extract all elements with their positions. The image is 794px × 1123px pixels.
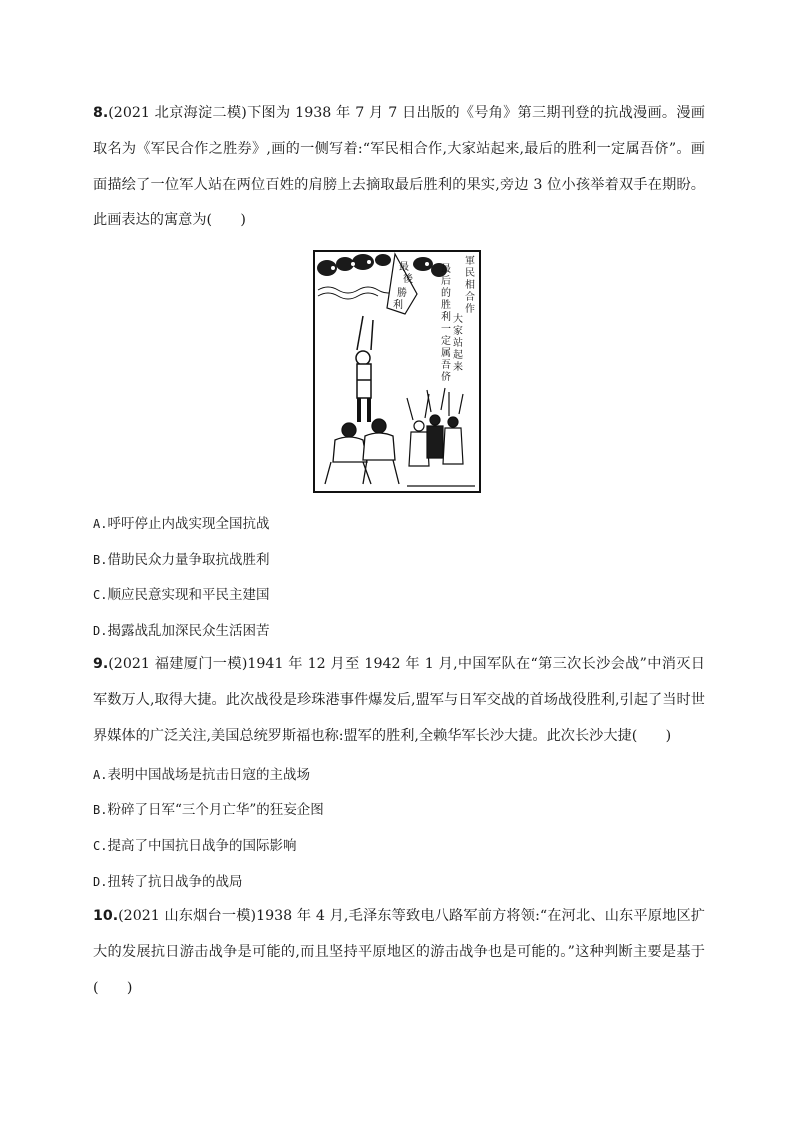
option-text: 呼吁停止内战实现全国抗战 (107, 516, 270, 532)
svg-text:定: 定 (441, 336, 451, 347)
question-9-stem (93, 647, 705, 754)
q9-option-b[interactable] (93, 800, 324, 820)
option-letter: A. (93, 768, 108, 782)
option-text: 揭露战乱加深民众生活困苦 (107, 623, 270, 639)
option-text: 借助民众力量争取抗战胜利 (107, 552, 270, 568)
q9-option-a[interactable] (93, 765, 310, 785)
option-text: 扭转了抗日战争的战局 (107, 874, 243, 890)
question-number: 8. (93, 105, 109, 121)
question-text: (2021 福建厦门一模)1941 年 12 月至 1942 年 1 月,中国军队在“第三次长沙会战”中消灭日军数万人,取得大捷。此次战役是珍珠港事件爆发后,盟军与日军交战的首场战役胜利,引起了当时世界媒体的广泛关注,美国总统罗斯福也称:盟军的胜利,全赖华军长沙大捷。此次长沙大捷( ) (93, 656, 705, 744)
option-letter: B. (93, 553, 108, 567)
question-8 (93, 96, 705, 239)
option-letter: D. (93, 624, 108, 638)
svg-text:勝: 勝 (397, 288, 407, 299)
q9-option-d[interactable] (93, 872, 242, 892)
svg-text:作: 作 (465, 304, 475, 315)
option-letter: C. (93, 839, 108, 853)
question-text: (2021 山东烟台一模)1938 年 4 月,毛泽东等致电八路军前方将领:“在河北、山东平原地区扩大的发展抗日游击战争是可能的,而且坚持平原地区的游击战争也是可能的。”这种判断主要是基于( ) (93, 908, 705, 996)
svg-text:民: 民 (465, 268, 475, 279)
question-8-stem (93, 96, 705, 239)
option-text: 提高了中国抗日战争的国际影响 (107, 838, 297, 854)
svg-text:大: 大 (453, 314, 463, 325)
question-text: (2021 北京海淀二模)下图为 1938 年 7 月 7 日出版的《号角》第三期刊登的抗战漫画。漫画取名为《军民合作之胜券》,画的一侧写着:“军民相合作,大家站起来,最后的胜利一定属吾侪”。画面描绘了一位军人站在两位百姓的肩膀上去摘取最后胜利的果实,旁边 3 位小孩举着双手在期盼。此画表达的寓意为( ) (93, 105, 705, 229)
option-letter: B. (93, 803, 108, 817)
q8-option-b[interactable] (93, 550, 269, 570)
svg-text:来: 来 (453, 362, 463, 373)
q8-option-d[interactable] (93, 621, 269, 641)
svg-text:後: 後 (403, 274, 413, 285)
svg-text:起: 起 (453, 350, 463, 361)
option-text: 顺应民意实现和平民主建国 (107, 587, 270, 603)
q8-option-c[interactable] (93, 585, 269, 605)
option-letter: D. (93, 875, 108, 889)
svg-text:相: 相 (465, 280, 475, 291)
svg-text:最: 最 (441, 264, 451, 275)
svg-text:利: 利 (393, 300, 403, 311)
question-9 (93, 647, 705, 754)
svg-text:侪: 侪 (441, 372, 451, 383)
option-letter: C. (93, 588, 108, 602)
svg-text:属: 属 (441, 348, 451, 359)
question-number: 9. (93, 656, 109, 672)
svg-text:軍: 軍 (465, 256, 475, 267)
option-text: 粉碎了日军“三个月亡华”的狂妄企图 (107, 802, 324, 818)
svg-text:胜: 胜 (441, 300, 451, 311)
question-number: 10. (93, 908, 119, 924)
svg-text:后: 后 (441, 276, 451, 287)
q9-option-c[interactable] (93, 836, 296, 856)
svg-text:吾: 吾 (441, 360, 451, 371)
svg-text:一: 一 (441, 324, 451, 335)
svg-text:最: 最 (399, 262, 409, 273)
question-10 (93, 899, 705, 1006)
svg-text:家: 家 (453, 326, 463, 337)
question-10-stem (93, 899, 705, 1006)
svg-text:站: 站 (453, 338, 463, 349)
option-letter: A. (93, 517, 108, 531)
option-text: 表明中国战场是抗击日寇的主战场 (107, 767, 310, 783)
svg-text:的: 的 (441, 288, 451, 299)
cartoon-figure (313, 250, 481, 493)
svg-text:合: 合 (465, 292, 475, 303)
svg-text:利: 利 (441, 312, 451, 323)
q8-option-a[interactable] (93, 514, 269, 534)
